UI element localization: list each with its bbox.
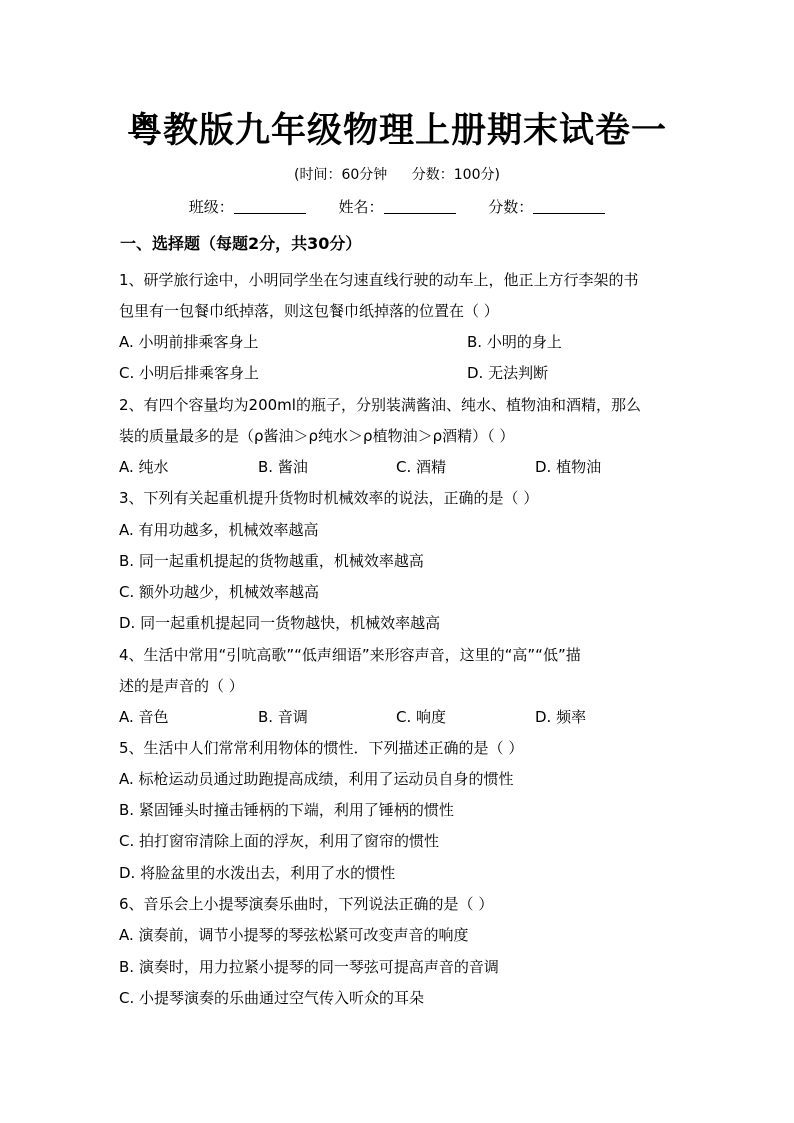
question-1-option-c: C. 小明后排乘客身上 xyxy=(119,364,260,382)
question-4-option-b: B. 音调 xyxy=(258,708,308,726)
exam-time: (时间：60分钟 xyxy=(294,167,388,183)
question-5-option-c: C. 拍打窗帘清除上面的浮灰，利用了窗帘的惯性 xyxy=(119,832,440,850)
name-field: 姓名： xyxy=(338,196,455,217)
question-2-line-1: 2、有四个容量均为200ml的瓶子，分别装满酱油、纯水、植物油和酒精，那么 xyxy=(119,396,641,414)
page-title: 粤教版九年级物理上册期末试卷一 xyxy=(126,110,667,151)
score-field: 分数： xyxy=(488,196,605,217)
section-heading: 一、选择题（每题2分，共30分） xyxy=(120,234,362,253)
student-info xyxy=(0,196,794,217)
question-1-line-1: 1、研学旅行途中，小明同学坐在匀速直线行驶的动车上，他正上方行李架的书 xyxy=(119,271,639,289)
question-5-option-b: B. 紧固锤头时撞击锤柄的下端，利用了锤柄的惯性 xyxy=(119,801,454,819)
question-2-option-d: D. 植物油 xyxy=(535,458,602,476)
question-6-option-b: B. 演奏时，用力拉紧小提琴的同一琴弦可提高声音的音调 xyxy=(119,958,499,976)
question-2-option-b: B. 酱油 xyxy=(258,458,308,476)
question-2-option-a: A. 纯水 xyxy=(119,458,169,476)
question-1-option-d: D. 无法判断 xyxy=(467,364,549,382)
question-3-option-d: D. 同一起重机提起同一货物越快，机械效率越高 xyxy=(119,614,441,632)
class-blank[interactable] xyxy=(234,199,306,214)
question-1-option-b: B. 小明的身上 xyxy=(467,333,562,351)
question-5-option-a: A. 标枪运动员通过助跑提高成绩，利用了运动员自身的惯性 xyxy=(119,770,514,788)
question-1-line-2: 包里有一包餐巾纸掉落，则这包餐巾纸掉落的位置在（ ） xyxy=(119,302,499,320)
question-4-option-a: A. 音色 xyxy=(119,708,169,726)
question-1-option-a: A. 小明前排乘客身上 xyxy=(119,333,259,351)
question-2-option-c: C. 酒精 xyxy=(396,458,447,476)
question-6-option-a: A. 演奏前，调节小提琴的琴弦松紧可改变声音的响度 xyxy=(119,926,469,944)
question-4-option-c: C. 响度 xyxy=(396,708,447,726)
exam-score: 分数：100分) xyxy=(411,167,500,183)
question-6-line-1: 6、音乐会上小提琴演奏乐曲时，下列说法正确的是（ ） xyxy=(119,895,494,913)
question-5-option-d: D. 将脸盆里的水泼出去，利用了水的惯性 xyxy=(119,864,396,882)
question-3-line-1: 3、下列有关起重机提升货物时机械效率的说法，正确的是（ ） xyxy=(119,489,539,507)
question-3-option-c: C. 额外功越少，机械效率越高 xyxy=(119,583,320,601)
question-3-option-b: B. 同一起重机提起的货物越重，机械效率越高 xyxy=(119,552,424,570)
name-blank[interactable] xyxy=(384,199,456,214)
score-blank[interactable] xyxy=(533,199,605,214)
class-field: 班级： xyxy=(189,196,306,217)
question-2-line-2: 装的质量最多的是（ρ酱油＞ρ纯水＞ρ植物油＞ρ酒精）（ ） xyxy=(119,427,515,445)
question-3-option-a: A. 有用功越多，机械效率越高 xyxy=(119,521,319,539)
question-4-line-2: 述的是声音的（ ） xyxy=(119,677,244,695)
question-6-option-c: C. 小提琴演奏的乐曲通过空气传入听众的耳朵 xyxy=(119,989,425,1007)
question-5-line-1: 5、生活中人们常常利用物体的惯性．下列描述正确的是（ ） xyxy=(119,739,524,757)
question-4-line-1: 4、生活中常用“引吭高歌”“低声细语”来形容声音，这里的“高”“低”描 xyxy=(119,646,581,664)
exam-meta xyxy=(0,164,794,184)
question-4-option-d: D. 频率 xyxy=(535,708,587,726)
